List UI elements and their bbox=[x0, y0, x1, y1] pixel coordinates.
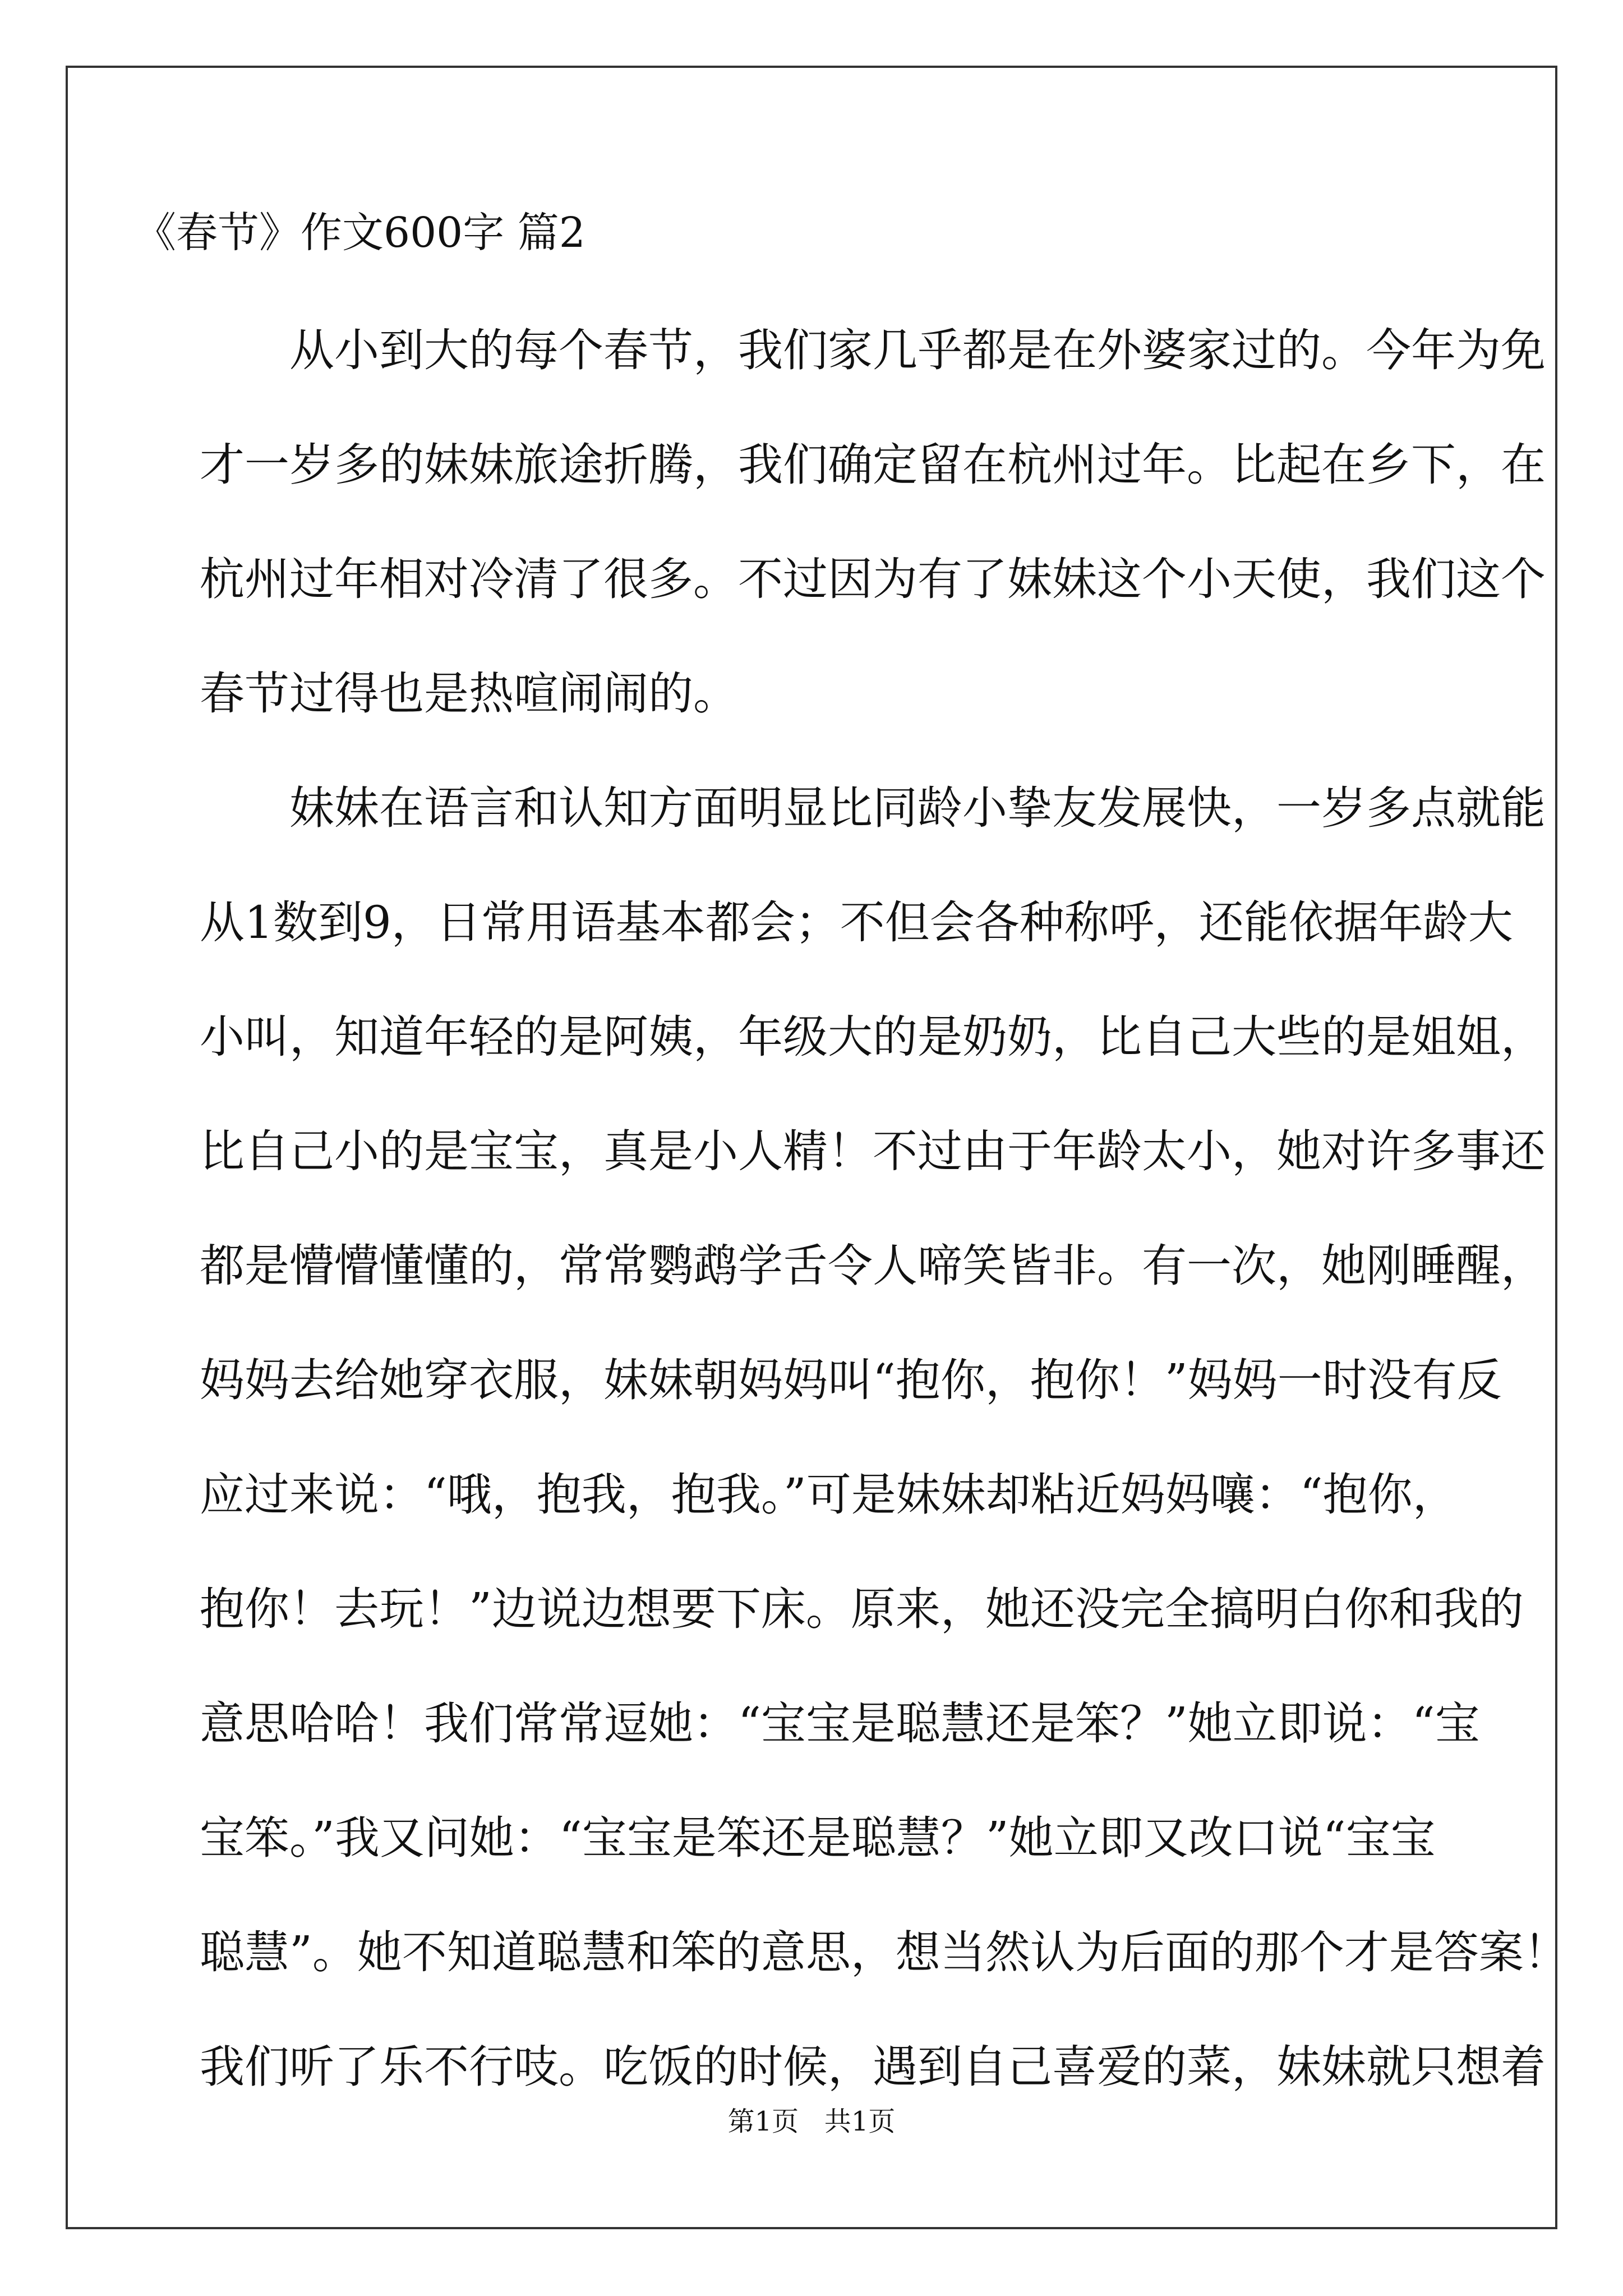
paragraph-2-line-4: 比自己小的是宝宝，真是小人精！不过由于年龄太小，她对许多事还 bbox=[200, 1125, 1546, 1177]
paragraph-2-line-5: 都是懵懵懂懂的，常常鹦鹉学舌令人啼笑皆非。有一次，她刚睡醒， bbox=[200, 1240, 1546, 1292]
page-number-footer: 第1页 共1页 bbox=[727, 2106, 896, 2137]
paragraph-2-line-2: 从1数到9，日常用语基本都会；不但会各种称呼，还能依据年龄大 bbox=[200, 896, 1513, 949]
paragraph-2-line-1: 妹妹在语言和认知方面明显比同龄小挚友发展快，一岁多点就能 bbox=[289, 782, 1546, 834]
essay-title: 《春节》作文600字 篇2 bbox=[135, 209, 585, 257]
paragraph-2-line-10: 宝笨。”我又问她：“宝宝是笨还是聪慧？”她立即又改口说“宝宝 bbox=[200, 1812, 1436, 1864]
paragraph-1-line-1: 从小到大的每个春节，我们家几乎都是在外婆家过的。今年为免 bbox=[289, 324, 1546, 376]
paragraph-2-line-6: 妈妈去给她穿衣服，妹妹朝妈妈叫“抱你，抱你！”妈妈一时没有反 bbox=[200, 1354, 1502, 1406]
paragraph-2-line-7: 应过来说：“哦，抱我，抱我。”可是妹妹却粘近妈妈嚷：“抱你， bbox=[200, 1469, 1458, 1521]
paragraph-1-line-2: 才一岁多的妹妹旅途折腾，我们确定留在杭州过年。比起在乡下，在 bbox=[200, 439, 1546, 491]
paragraph-1-line-4: 春节过得也是热喧闹闹的。 bbox=[200, 668, 738, 720]
paragraph-2-line-9: 意思哈哈！我们常常逗她：“宝宝是聪慧还是笨？”她立即说：“宝 bbox=[200, 1697, 1480, 1750]
paragraph-2-line-11: 聪慧”。她不知道聪慧和笨的意思，想当然认为后面的那个才是答案！ bbox=[200, 1926, 1569, 1978]
paragraph-1-line-3: 杭州过年相对冷清了很多。不过因为有了妹妹这个小天使，我们这个 bbox=[200, 553, 1546, 605]
essay-body bbox=[200, 323, 1569, 2154]
paragraph-2-line-12: 我们听了乐不行吱。吃饭的时候，遇到自己喜爱的菜，妹妹就只想着 bbox=[200, 2041, 1546, 2093]
paragraph-2-line-3: 小叫，知道年轻的是阿姨，年级大的是奶奶，比自己大些的是姐姐， bbox=[200, 1011, 1546, 1063]
paragraph-2-line-8: 抱你！去玩！”边说边想要下床。原来，她还没完全搞明白你和我的 bbox=[200, 1583, 1524, 1635]
